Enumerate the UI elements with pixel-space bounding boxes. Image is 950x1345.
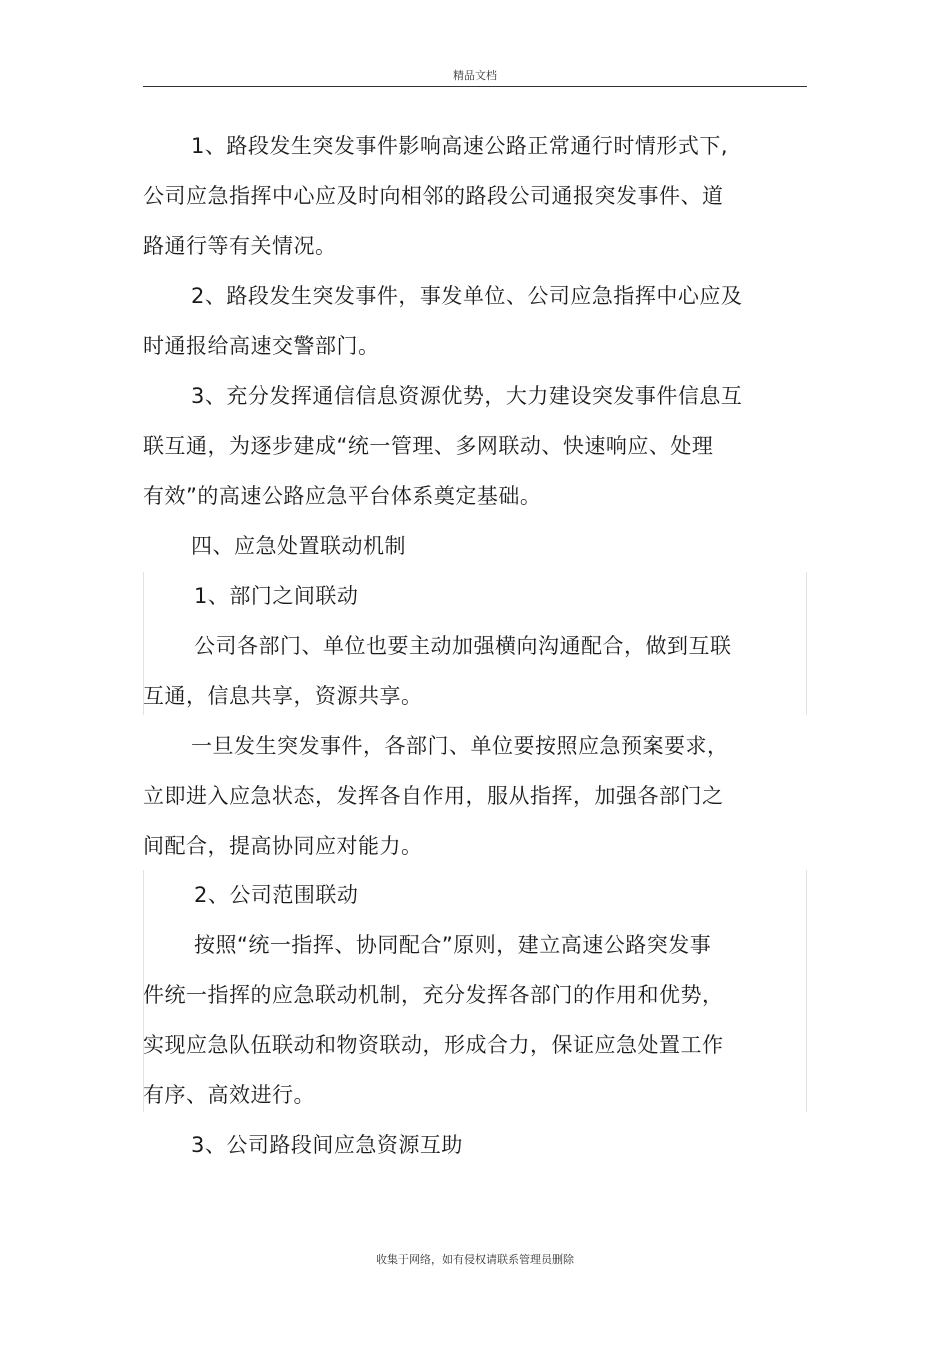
text-line: 2、路段发生突发事件，事发单位、公司应急指挥中心应及 <box>191 284 743 308</box>
text-line: 有效”的高速公路应急平台体系奠定基础。 <box>143 484 542 508</box>
text-line: 立即进入应急状态，发挥各自作用，服从指挥，加强各部门之 <box>143 784 724 808</box>
text-line: 3、充分发挥通信信息资源优势，大力建设突发事件信息互 <box>191 384 743 408</box>
text-line: 间配合，提高协同应对能力。 <box>143 834 423 858</box>
subsection-heading: 3、公司路段间应急资源互助 <box>191 1133 463 1157</box>
header-rule <box>143 86 807 87</box>
text-line: 公司应急指挥中心应及时向相邻的路段公司通报突发事件、道 <box>143 184 724 208</box>
text-line: 公司各部门、单位也要主动加强横向沟通配合，做到互联 <box>194 634 732 658</box>
text-line: 有序、高效进行。 <box>143 1083 315 1107</box>
text-line: 实现应急队伍联动和物资联动，形成合力，保证应急处置工作 <box>143 1033 724 1057</box>
page-footer: 收集于网络，如有侵权请联系管理员删除 <box>376 1253 574 1266</box>
text-line: 路通行等有关情况。 <box>143 234 337 258</box>
subsection-heading: 1、部门之间联动 <box>194 584 359 608</box>
text-line: 一旦发生突发事件，各部门、单位要按照应急预案要求， <box>191 734 729 758</box>
frame-line <box>806 870 807 1112</box>
section-heading: 四、应急处置联动机制 <box>191 534 406 558</box>
page-header: 精品文档 <box>453 69 497 82</box>
text-line: 1、路段发生突发事件影响高速公路正常通行时情形式下, <box>191 134 729 158</box>
frame-line <box>806 572 807 715</box>
text-line: 时通报给高速交警部门。 <box>143 334 380 358</box>
subsection-heading: 2、公司范围联动 <box>194 883 359 907</box>
text-line: 件统一指挥的应急联动机制，充分发挥各部门的作用和优势， <box>143 983 724 1007</box>
text-line: 互通，信息共享，资源共享。 <box>143 684 423 708</box>
text-line: 联互通，为逐步建成“统一管理、多网联动、快速响应、处理 <box>143 434 714 458</box>
text-line: 按照“统一指挥、协同配合”原则，建立高速公路突发事 <box>194 933 712 957</box>
